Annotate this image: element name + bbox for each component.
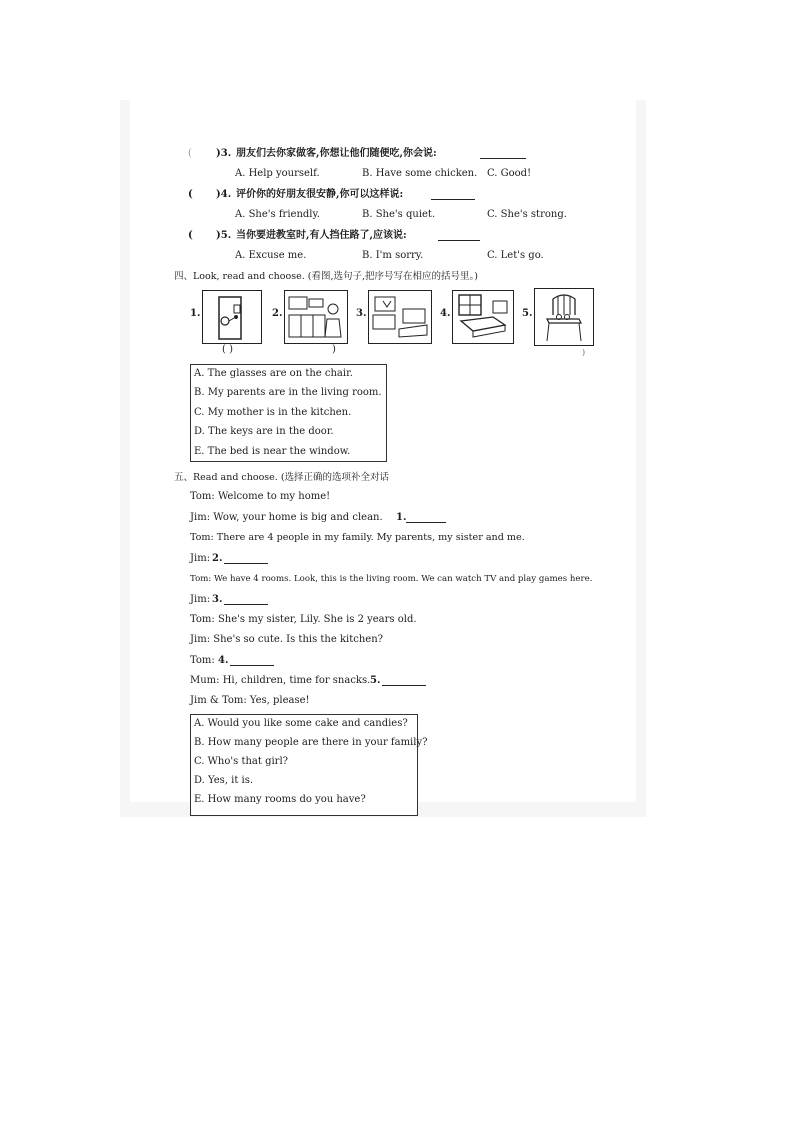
q5-option-b: B. I'm sorry. <box>362 250 424 261</box>
dialogue-line-3: Tom: There are 4 people in my family. My parents, my sister and me. <box>190 532 525 543</box>
blank-1-label: 1. <box>396 512 407 523</box>
dialogue-line-1: Tom: Welcome to my home! <box>190 491 331 502</box>
picture-3 <box>368 290 432 344</box>
picture-4-label: 4. <box>440 308 451 319</box>
q5-number: )5. <box>216 230 232 241</box>
blank-2[interactable] <box>224 554 268 564</box>
q3-answer-blank[interactable] <box>480 149 526 159</box>
blank-1[interactable] <box>406 513 446 523</box>
picture-4 <box>452 290 514 344</box>
door-keys-icon <box>203 291 261 343</box>
dialogue-line-8: Jim: She's so cute. Is this the kitchen? <box>190 634 383 645</box>
dialogue-line-2: Jim: Wow, your home is big and clean. <box>190 512 383 523</box>
picture-2 <box>284 290 348 344</box>
q3-number: )3. <box>216 148 232 159</box>
q4-answer-blank[interactable] <box>431 190 475 200</box>
s5-option-a: A. Would you like some cake and candies? <box>194 718 408 729</box>
picture-1-label: 1. <box>190 308 201 319</box>
picture-5-label: 5. <box>522 308 533 319</box>
q5-answer-blank[interactable] <box>438 231 480 241</box>
dialogue-line-6: Jim: <box>190 594 211 605</box>
worksheet <box>130 100 636 805</box>
blank-4[interactable] <box>230 656 274 666</box>
q4-option-c: C. She's strong. <box>487 209 567 220</box>
picture-1-answer[interactable]: ( ) <box>222 344 233 355</box>
q5-question: 当你要进教室时,有人挡住路了,应该说: <box>236 230 407 241</box>
bedroom-window-icon <box>453 291 513 343</box>
section-4-options-box <box>190 364 387 462</box>
q5-paren-open: ( <box>188 230 193 241</box>
blank-3[interactable] <box>224 595 268 605</box>
s5-option-d: D. Yes, it is. <box>194 775 254 786</box>
dialogue-line-10: Mum: Hi, children, time for snacks. <box>190 675 371 686</box>
section-5-options-box <box>190 714 428 816</box>
s4-option-c: C. My mother is in the kitchen. <box>194 407 352 418</box>
blank-2-label: 2. <box>212 553 223 564</box>
s5-option-c: C. Who's that girl? <box>194 756 289 767</box>
dialogue-line-9: Tom: <box>190 655 215 666</box>
section-5-title: 五、Read and choose. (选择正确的选项补全对话 <box>174 472 390 483</box>
dialogue-line-11: Jim & Tom: Yes, please! <box>190 695 310 706</box>
s5-option-b: B. How many people are there in your family? <box>194 737 428 748</box>
q3-question: 朋友们去你家做客,你想让他们随便吃,你会说: <box>236 148 437 159</box>
q4-option-b: B. She's quiet. <box>362 209 436 220</box>
scanned-page <box>120 100 646 817</box>
q3-option-b: B. Have some chicken. <box>362 168 478 179</box>
dialogue-line-4: Jim: <box>190 553 211 564</box>
q5-option-a: A. Excuse me. <box>235 250 307 261</box>
q4-number: )4. <box>216 189 232 200</box>
q4-question: 评价你的好朋友很安静,你可以这样说: <box>236 189 404 200</box>
living-room-icon <box>369 291 431 343</box>
picture-5 <box>534 288 594 346</box>
section-4-title: 四、Look, read and choose. (看图,选句子,把序号写在相应的括号里。) <box>174 271 478 282</box>
s4-option-e: E. The bed is near the window. <box>194 446 351 457</box>
picture-2-answer[interactable]: ) <box>332 344 336 355</box>
dialogue-line-5: Tom: We have 4 rooms. Look, this is the living room. We can watch TV and play games here. <box>190 574 593 584</box>
dialogue-line-7: Tom: She's my sister, Lily. She is 2 years old. <box>190 614 417 625</box>
picture-3-label: 3. <box>356 308 367 319</box>
blank-5[interactable] <box>382 676 426 686</box>
kitchen-icon <box>285 291 347 343</box>
blank-3-label: 3. <box>212 594 223 605</box>
q3-paren-open: ( <box>188 148 192 159</box>
picture-2-label: 2. <box>272 308 283 319</box>
q4-paren-open: ( <box>188 189 193 200</box>
q3-option-c: C. Good! <box>487 168 532 179</box>
q4-option-a: A. She's friendly. <box>235 209 320 220</box>
chair-glasses-icon <box>535 289 593 345</box>
q3-option-a: A. Help yourself. <box>235 168 320 179</box>
s4-option-d: D. The keys are in the door. <box>194 426 334 437</box>
s4-option-a: A. The glasses are on the chair. <box>194 368 353 379</box>
blank-5-label: 5. <box>370 675 381 686</box>
picture-5-answer[interactable]: ) <box>582 348 586 357</box>
s5-option-e: E. How many rooms do you have? <box>194 794 366 805</box>
blank-4-label: 4. <box>218 655 229 666</box>
s4-option-b: B. My parents are in the living room. <box>194 387 382 398</box>
picture-1 <box>202 290 262 344</box>
q5-option-c: C. Let's go. <box>487 250 544 261</box>
